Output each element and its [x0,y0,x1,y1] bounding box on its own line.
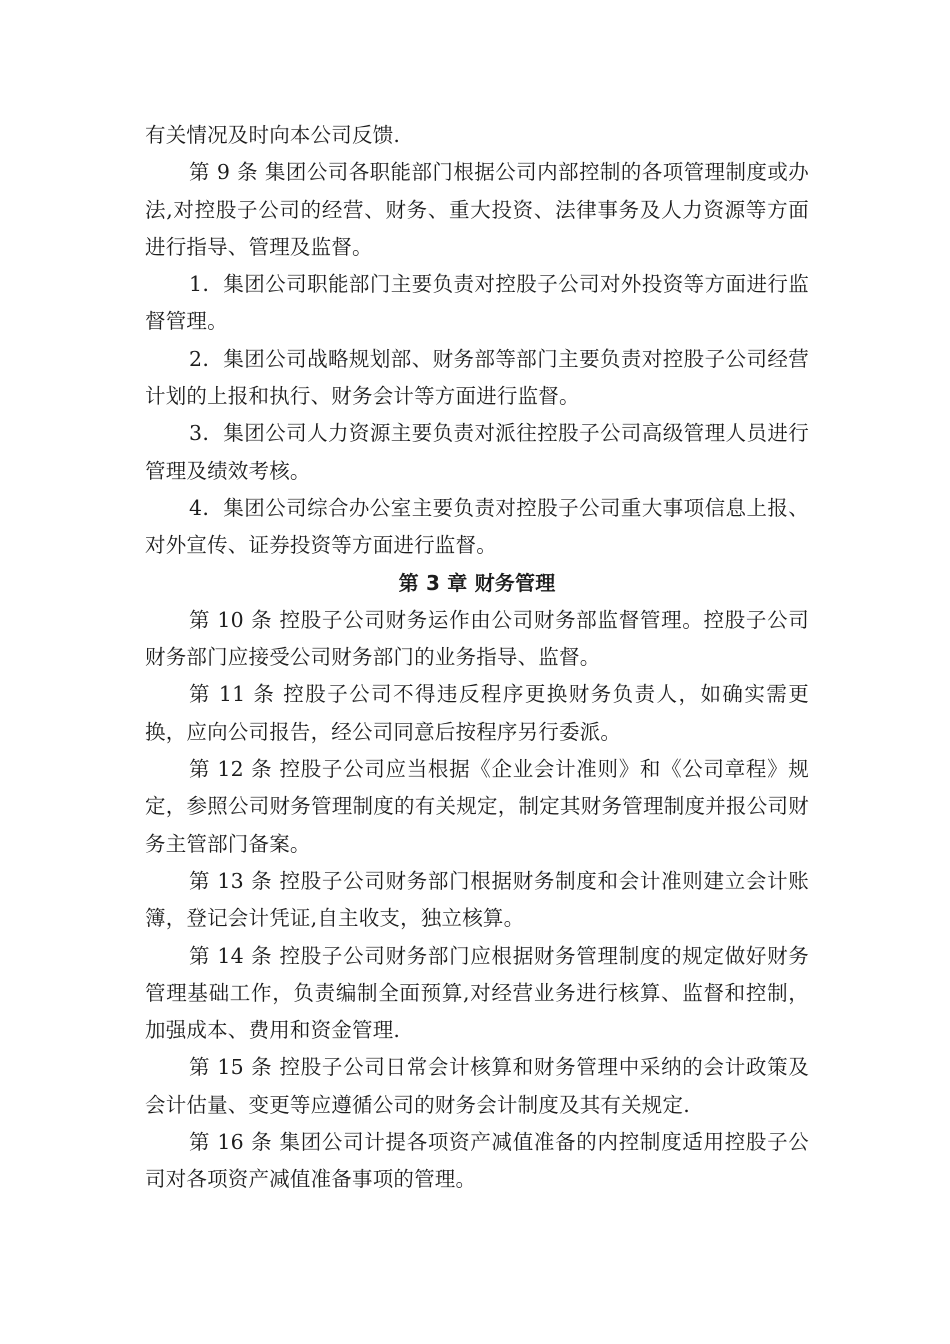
list-item-1: 1．集团公司职能部门主要负责对控股子公司对外投资等方面进行监督管理。 [145,272,809,334]
list-item-2: 2．集团公司战略规划部、财务部等部门主要负责对控股子公司经营计划的上报和执行、财务会计等方面进行监督。 [145,346,809,409]
list-item-4: 4．集团公司综合办公室主要负责对控股子公司重大事项信息上报、对外宣传、证券投资等方面进行监督。 [145,495,809,558]
article-16: 第 16 条 集团公司计提各项资产减值准备的内控制度适用控股子公司对各项资产减值准备事项的管理。 [145,1130,809,1192]
document-page [145,117,809,1199]
chapter-heading: 第 3 章 财务管理 [398,570,556,595]
article-12: 第 12 条 控股子公司应当根据《企业会计准则》和《公司章程》规定，参照公司财务管理制度的有关规定，制定其财务管理制度并报公司财务主管部门备案。 [145,757,809,856]
article-15: 第 15 条 控股子公司日常会计核算和财务管理中采纳的会计政策及会计估量、变更等应遵循公司的财务会计制度及其有关规定. [145,1055,809,1117]
article-9: 第 9 条 集团公司各职能部门根据公司内部控制的各项管理制度或办法,对控股子公司的经营、财务、重大投资、法律事务及人力资源等方面进行指导、管理及监督。 [145,160,809,259]
article-13: 第 13 条 控股子公司财务部门根据财务制度和会计准则建立会计账簿，登记会计凭证,自主收支，独立核算。 [145,868,809,931]
paragraph-continuation: 有关情况及时向本公司反馈. [145,123,401,147]
list-item-3: 3．集团公司人力资源主要负责对派往控股子公司高级管理人员进行管理及绩效考核。 [145,421,809,483]
article-10: 第 10 条 控股子公司财务运作由公司财务部监督管理。控股子公司财务部门应接受公司财务部门的业务指导、监督。 [145,607,809,670]
article-11: 第 11 条 控股子公司不得违反程序更换财务负责人，如确实需更换，应向公司报告，经公司同意后按程序另行委派。 [145,682,809,744]
article-14: 第 14 条 控股子公司财务部门应根据财务管理制度的规定做好财务管理基础工作，负责编制全面预算,对经营业务进行核算、监督和控制，加强成本、费用和资金管理. [145,943,809,1043]
